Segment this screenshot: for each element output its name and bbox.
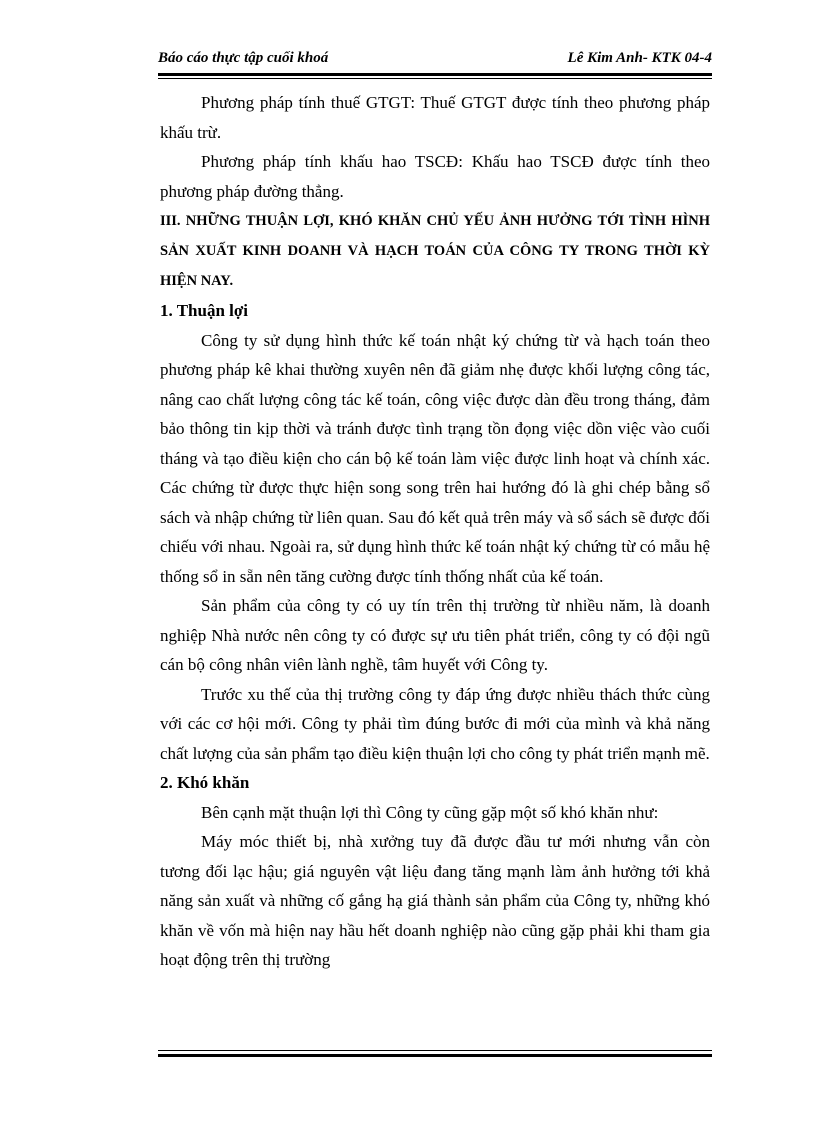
paragraph-vat-method: Phương pháp tính thuế GTGT: Thuế GTGT được tính theo phương pháp khấu trừ. [160,93,710,142]
document-body [160,88,710,975]
footer-rule-thick [158,1054,712,1057]
paragraph-difficulties-1: Bên cạnh mặt thuận lợi thì Công ty cũng gặp một số khó khăn như: [201,802,659,822]
page-header [158,50,712,72]
paragraph-difficulties-2: Máy móc thiết bị, nhà xưởng tuy đã được đầu tư mới nhưng vẫn còn tương đối lạc hậu; giá nguyên vật liệu đang tăng mạnh làm ảnh hưởng tới khả năng sản xuất và những cố gắng hạ giá thành sản phẩm của Công ty, những khó khăn về vốn mà hiện nay hầu hết doanh nghiệp nào cũng gặp phải khi tham gia hoạt động trên thị trường [160,832,710,969]
section-title: III. NHỮNG THUẬN LỢI, KHÓ KHĂN CHỦ YẾU ẢNH HƯỞNG TỚI TÌNH HÌNH SẢN XUẤT KINH DOANH VÀ HẠCH TOÁN CỦA CÔNG TY TRONG THỜI KỲ HIỆN NAY. [160,213,710,289]
paragraph-advantages-3: Trước xu thế của thị trường công ty đáp ứng được nhiều thách thức cùng với các cơ hội mới. Công ty phải tìm đúng bước đi mới của mình và khả năng chất lượng của sản phẩm tạo điều kiện thuận lợi cho công ty phát triển mạnh mẽ. [160,684,710,763]
header-rule-thick [158,73,712,76]
header-rule-thin [158,78,712,79]
paragraph-advantages-2: Sản phẩm của công ty có uy tín trên thị trường từ nhiều năm, là doanh nghiệp Nhà nước nên công ty có được sự ưu tiên phát triển, công ty có đội ngũ cán bộ công nhân viên lành nghề, tâm huyết với Công ty. [160,596,710,674]
paragraph-advantages-1: Công ty sử dụng hình thức kế toán nhật ký chứng từ và hạch toán theo phương pháp kê khai thường xuyên nên đã giảm nhẹ được khối lượng công tác, nâng cao chất lượng công tác kế toán, công việc được dàn đều trong tháng, đảm bảo thông tin kịp thời và tránh được tình trạng tồn đọng việc dồn việc vào cuối tháng và tạo điều kiện cho cán bộ kế toán làm việc được linh hoạt và chính xác. Các chứng từ được thực hiện song song trên hai hướng đó là ghi chép bằng sổ sách và nhập chứng từ liên quan. Sau đó kết quả trên máy và sổ sách sẽ được đối chiếu với nhau. Ngoài ra, sử dụng hình thức kế toán nhật ký chứng từ có mẫu hệ thống sổ in sẵn nên tăng cường được tính thống nhất của kế toán. [160,330,710,586]
footer-rule-thin [158,1050,712,1051]
heading-advantages: 1. Thuận lợi [160,301,249,320]
header-report-title: Báo cáo thực tập cuối khoá [158,50,329,66]
header-author: Lê Kim Anh- KTK 04-4 [567,50,712,66]
paragraph-depreciation-method: Phương pháp tính khấu hao TSCĐ: Khấu hao TSCĐ được tính theo phương pháp đường thẳng. [160,152,710,201]
heading-difficulties: 2. Khó khăn [160,773,250,792]
